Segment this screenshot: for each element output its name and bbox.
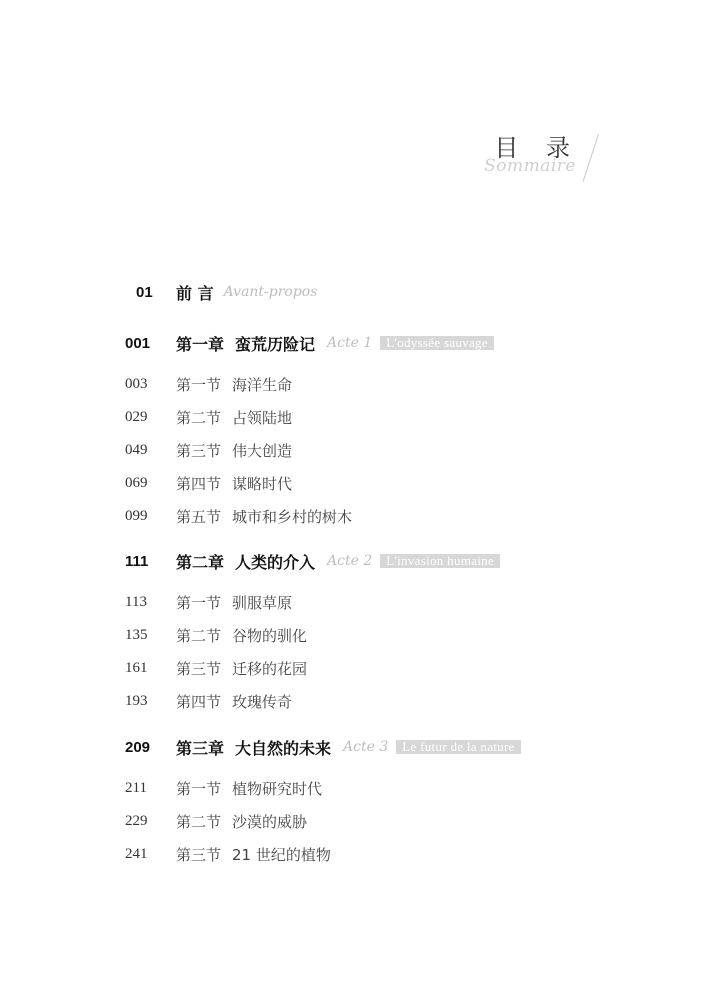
section-label: 第二节 bbox=[176, 626, 222, 645]
entry-page-number: 229 bbox=[125, 812, 148, 829]
section-label: 第一节 bbox=[176, 375, 222, 394]
section-title: 沙漠的威胁 bbox=[232, 812, 308, 831]
entry-label bbox=[176, 473, 292, 494]
section-title: 谷物的驯化 bbox=[232, 626, 308, 645]
section-label: 第五节 bbox=[176, 507, 222, 526]
chapter-french-title: L'invasion humaine bbox=[380, 554, 500, 568]
section-title: 谋略时代 bbox=[232, 474, 293, 493]
entry-page-number: 01 bbox=[136, 283, 153, 301]
entry-page-number: 193 bbox=[125, 692, 148, 709]
chapter-acte: Acte 1 bbox=[327, 335, 373, 351]
toc-header bbox=[480, 126, 610, 186]
entry-page-number: 113 bbox=[125, 593, 147, 610]
entry-label bbox=[176, 506, 352, 527]
entry-label bbox=[176, 440, 292, 461]
section-title: 植物研究时代 bbox=[232, 779, 323, 798]
entry-page-number: 099 bbox=[125, 507, 148, 524]
section-title: 伟大创造 bbox=[232, 441, 293, 460]
preface-subtitle: Avant-propos bbox=[223, 284, 318, 300]
entry-label bbox=[176, 691, 292, 712]
entry-label bbox=[176, 625, 307, 646]
entry-page-number: 049 bbox=[125, 441, 148, 458]
section-label: 第三节 bbox=[176, 441, 222, 460]
entry-page-number: 211 bbox=[125, 779, 147, 796]
section-label: 第一节 bbox=[176, 779, 222, 798]
section-label: 第二节 bbox=[176, 408, 222, 427]
section-title: 驯服草原 bbox=[232, 593, 293, 612]
page-subtitle: Sommaire bbox=[484, 156, 576, 176]
chapter-label: 第一章 bbox=[176, 334, 225, 354]
entry-page-number: 241 bbox=[125, 845, 148, 862]
section-title: 海洋生命 bbox=[232, 375, 293, 394]
section-title: 21 世纪的植物 bbox=[232, 845, 331, 864]
section-label: 第四节 bbox=[176, 474, 222, 493]
chapter-acte: Acte 3 bbox=[343, 739, 389, 755]
entry-page-number: 209 bbox=[125, 738, 151, 756]
section-title: 玫瑰传奇 bbox=[232, 692, 293, 711]
entry-label bbox=[176, 592, 292, 613]
entry-label bbox=[176, 281, 317, 304]
entry-page-number: 069 bbox=[125, 474, 148, 491]
section-label: 第三节 bbox=[176, 659, 222, 678]
section-title: 迁移的花园 bbox=[232, 659, 308, 678]
entry-page-number: 161 bbox=[125, 659, 148, 676]
section-title: 占领陆地 bbox=[232, 408, 293, 427]
entry-label bbox=[176, 811, 307, 832]
chapter-french-title: Le futur de la nature bbox=[396, 740, 520, 754]
chapter-french-title: L'odyssée sauvage bbox=[380, 336, 494, 350]
chapter-title: 大自然的未来 bbox=[235, 738, 332, 758]
page-title: 目 录 bbox=[494, 134, 580, 162]
chapter-acte: Acte 2 bbox=[327, 553, 373, 569]
title-divider bbox=[583, 134, 599, 182]
entry-label bbox=[176, 658, 307, 679]
entry-page-number: 001 bbox=[125, 334, 151, 352]
chapter-label: 第二章 bbox=[176, 552, 225, 572]
entry-label bbox=[176, 332, 494, 355]
chapter-title: 蛮荒历险记 bbox=[235, 334, 316, 354]
entry-label bbox=[176, 778, 322, 799]
entry-label bbox=[176, 550, 500, 573]
entry-label bbox=[176, 407, 292, 428]
chapter-title: 人类的介入 bbox=[235, 552, 316, 572]
entry-page-number: 029 bbox=[125, 408, 148, 425]
chapter-label: 第三章 bbox=[176, 738, 225, 758]
section-title: 城市和乡村的树木 bbox=[232, 507, 353, 526]
section-label: 第二节 bbox=[176, 812, 222, 831]
section-label: 第三节 bbox=[176, 845, 222, 864]
entry-page-number: 003 bbox=[125, 375, 148, 392]
entry-page-number: 135 bbox=[125, 626, 148, 643]
entry-page-number: 111 bbox=[125, 552, 149, 570]
section-label: 第四节 bbox=[176, 692, 222, 711]
entry-label bbox=[176, 736, 521, 759]
section-label: 第一节 bbox=[176, 593, 222, 612]
entry-label bbox=[176, 374, 292, 395]
entry-label bbox=[176, 844, 331, 865]
preface-title: 前 言 bbox=[176, 283, 214, 303]
